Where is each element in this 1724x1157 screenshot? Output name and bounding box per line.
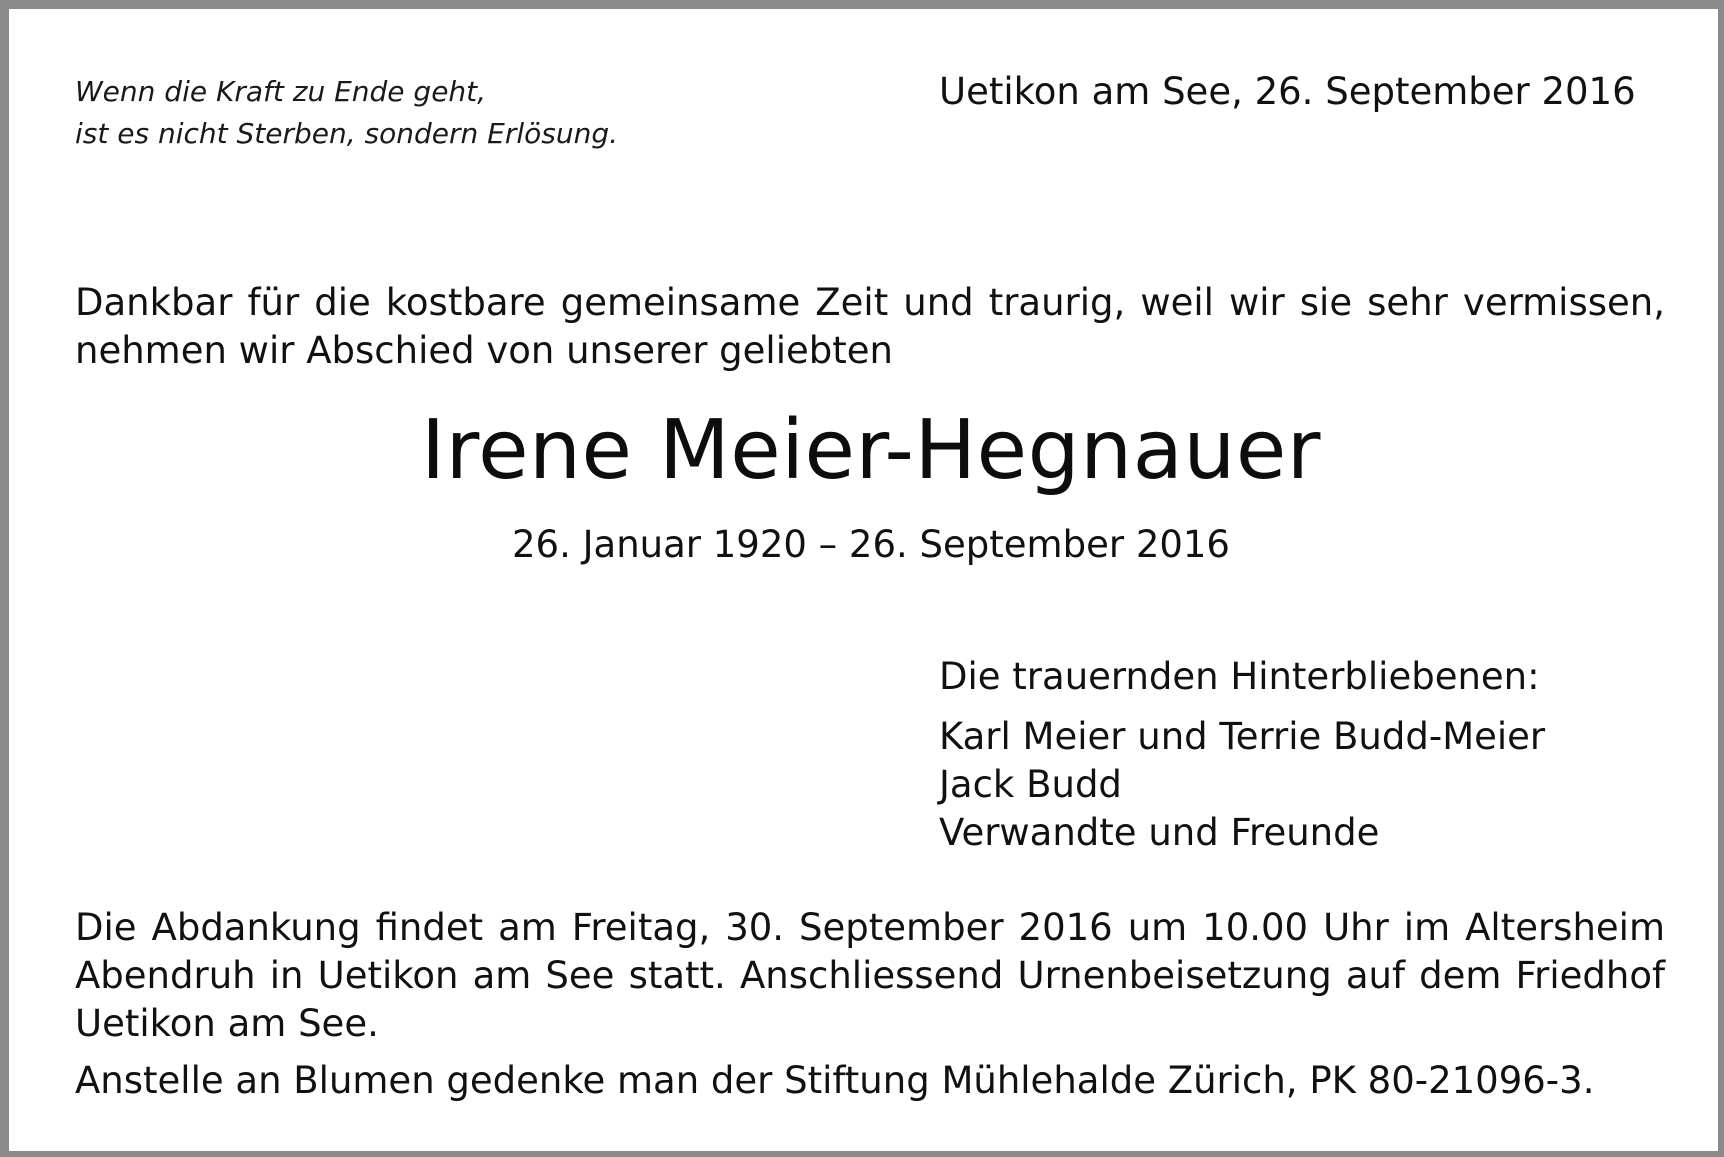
intro-text (75, 279, 1665, 375)
motto-quote (75, 71, 618, 155)
motto-line-2: ist es nicht Sterben, sondern Erlösung. (75, 117, 619, 150)
mourner-entry: Verwandte und Freunde (939, 811, 1380, 854)
deceased-lifespan: 26. Januar 1920 – 26. September 2016 (512, 523, 1230, 566)
place-and-date: Uetikon am See, 26. September 2016 (939, 70, 1636, 113)
deceased-name: Irene Meier-Hegnauer (420, 403, 1322, 498)
mourners-block (939, 653, 1545, 857)
mourners-heading: Die trauernden Hinterbliebenen: (939, 655, 1540, 698)
motto-line-1: Wenn die Kraft zu Ende geht, (75, 75, 487, 108)
mourner-entry: Karl Meier und Terrie Budd-Meier (939, 715, 1546, 758)
intro-line-1: Dankbar für die kostbare gemeinsame Zeit und traurig, weil wir sie sehr vermissen, (75, 281, 1665, 324)
service-line-1: Die Abdankung findet am Freitag, 30. September 2016 um 10.00 Uhr im Altersheim (75, 906, 1665, 949)
funeral-service-text (75, 904, 1665, 1048)
intro-line-2: nehmen wir Abschied von unserer geliebten (75, 329, 893, 372)
donation-note: Anstelle an Blumen gedenke man der Stiftung Mühlehalde Zürich, PK 80-21096-3. (75, 1059, 1595, 1102)
service-line-2: Abendruh in Uetikon am See statt. Anschliessend Urnenbeisetzung auf dem Friedhof (75, 954, 1665, 997)
mourner-entry: Jack Budd (939, 763, 1122, 806)
service-line-3: Uetikon am See. (75, 1002, 379, 1045)
